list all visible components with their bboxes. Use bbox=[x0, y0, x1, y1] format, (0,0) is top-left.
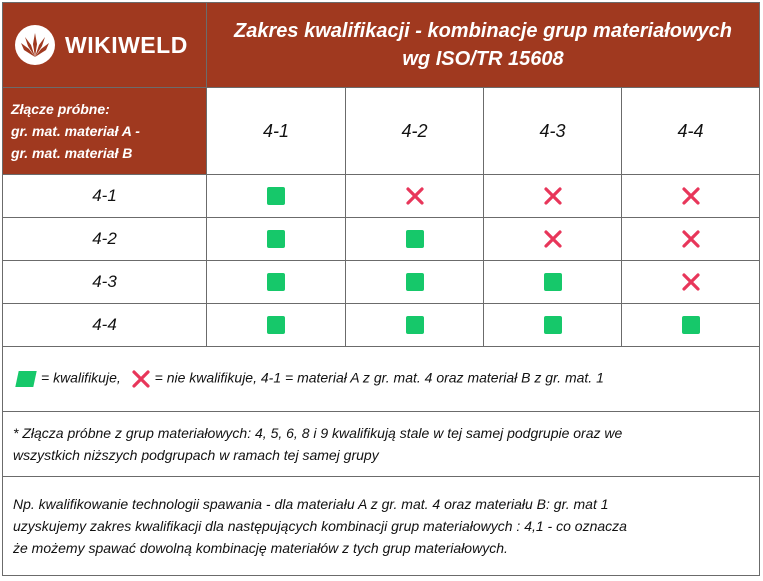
table-cell bbox=[207, 175, 346, 218]
corner-line-2: gr. mat. materiał A - bbox=[11, 123, 140, 139]
green-square-icon bbox=[406, 273, 424, 291]
column-header: 4-1 bbox=[207, 88, 346, 175]
table-cell bbox=[207, 261, 346, 304]
green-square-icon bbox=[267, 230, 285, 248]
table-cell bbox=[346, 218, 484, 261]
legend-qualifies-text: = kwalifikuje, bbox=[41, 369, 121, 386]
row-header: 4-4 bbox=[3, 304, 207, 347]
table-cell bbox=[346, 261, 484, 304]
table-cell bbox=[346, 304, 484, 347]
legend-not-qualifies-text: = nie kwalifikuje, 4-1 = materiał A z gr. mat. 4 oraz materiał B z gr. mat. 1 bbox=[154, 369, 604, 386]
table-cell bbox=[484, 304, 622, 347]
example-line-1: Np. kwalifikowanie technologii spawania - dla materiału A z gr. mat. 4 oraz materiału B: gr. mat 1 bbox=[13, 496, 609, 512]
red-x-icon bbox=[543, 229, 563, 249]
row-header: 4-1 bbox=[3, 175, 207, 218]
table-cell bbox=[484, 261, 622, 304]
table-cell bbox=[484, 175, 622, 218]
corner-header bbox=[3, 88, 207, 175]
row-header: 4-2 bbox=[3, 218, 207, 261]
red-x-icon bbox=[405, 186, 425, 206]
column-header: 4-3 bbox=[484, 88, 622, 175]
green-square-icon bbox=[267, 187, 285, 205]
example-note bbox=[3, 477, 760, 576]
green-square-icon bbox=[406, 316, 424, 334]
green-square-icon bbox=[682, 316, 700, 334]
corner-line-1: Złącze próbne: bbox=[11, 101, 110, 117]
table-cell bbox=[207, 218, 346, 261]
title-line-2: wg ISO/TR 15608 bbox=[402, 48, 564, 70]
title-line-1: Zakres kwalifikacji - kombinacje grup materiałowych bbox=[234, 20, 732, 42]
example-line-2: uzyskujemy zakres kwalifikacji dla następujących kombinacji grup materiałowych : 4,1 - co oznacza bbox=[13, 518, 627, 534]
table-cell bbox=[622, 304, 760, 347]
red-x-icon bbox=[543, 186, 563, 206]
row-header: 4-3 bbox=[3, 261, 207, 304]
table-cell bbox=[484, 218, 622, 261]
green-square-icon bbox=[15, 371, 36, 387]
red-x-icon bbox=[681, 186, 701, 206]
wikiweld-logo bbox=[3, 25, 206, 65]
red-x-icon bbox=[681, 272, 701, 292]
table-row bbox=[3, 304, 760, 347]
table-row bbox=[3, 261, 760, 304]
table-cell bbox=[622, 175, 760, 218]
footnote-line-2: wszystkich niższych podgrupach w ramach tej samej grupy bbox=[13, 447, 379, 463]
footnote-line-1: * Złącza próbne z grup materiałowych: 4, 5, 6, 8 i 9 kwalifikują stale w tej samej podgrupie oraz we bbox=[13, 425, 623, 441]
qualification-table bbox=[2, 2, 760, 576]
red-x-icon bbox=[131, 369, 151, 389]
table-cell bbox=[622, 218, 760, 261]
red-x-icon bbox=[681, 229, 701, 249]
column-header: 4-4 bbox=[622, 88, 760, 175]
corner-line-3: gr. mat. materiał B bbox=[11, 145, 133, 161]
column-header: 4-2 bbox=[346, 88, 484, 175]
green-square-icon bbox=[544, 273, 562, 291]
flame-burst-icon bbox=[15, 25, 55, 65]
green-square-icon bbox=[544, 316, 562, 334]
table-cell bbox=[346, 175, 484, 218]
logo-cell bbox=[3, 3, 207, 88]
legend bbox=[3, 347, 760, 412]
green-square-icon bbox=[267, 273, 285, 291]
table-row bbox=[3, 218, 760, 261]
table-cell bbox=[207, 304, 346, 347]
table-row bbox=[3, 175, 760, 218]
logo-text: WIKIWELD bbox=[65, 31, 188, 58]
example-line-3: że możemy spawać dowolną kombinację materiałów z tych grup materiałowych. bbox=[13, 540, 508, 556]
green-square-icon bbox=[406, 230, 424, 248]
footnote bbox=[3, 412, 760, 477]
page-title bbox=[207, 3, 760, 88]
table-cell bbox=[622, 261, 760, 304]
green-square-icon bbox=[267, 316, 285, 334]
